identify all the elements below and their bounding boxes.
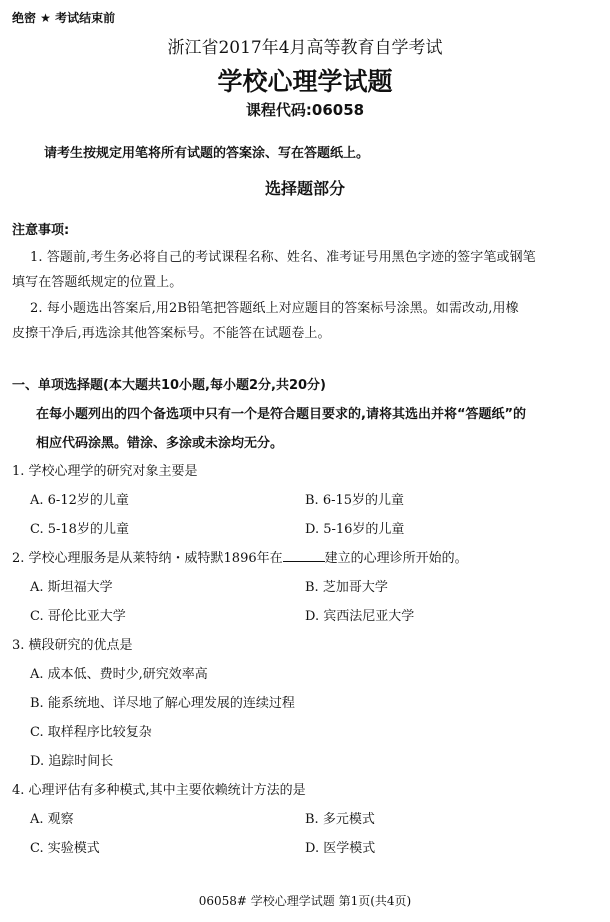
question-1-option-b: B. 6-15岁的儿童 [305, 493, 405, 508]
note-2-line-1: 2. 每小题选出答案后,用2B铅笔把答题纸上对应题目的答案标号涂黑。如需改动,用橡 [30, 301, 519, 316]
answer-instruction: 请考生按规定用笔将所有试题的答案涂、写在答题纸上。 [44, 146, 370, 161]
question-4-option-d: D. 医学模式 [305, 841, 376, 856]
question-1-option-a: A. 6-12岁的儿童 [30, 493, 129, 508]
section-instruction-line-1: 在每小题列出的四个备选项中只有一个是符合题目要求的,请将其选出并将“答题纸”的 [36, 407, 527, 422]
course-code: 课程代码:06058 [245, 101, 365, 119]
question-3-option-a: A. 成本低、费时少,研究效率高 [30, 667, 208, 682]
question-3-option-d: D. 追踪时间长 [30, 754, 114, 769]
page-footer: 06058# 学校心理学试题 第1页(共4页) [198, 894, 412, 908]
note-1-line-1: 1. 答题前,考生务必将自己的考试课程名称、姓名、准考证号用黑色字迹的签字笔或钢笔 [30, 250, 536, 265]
question-1-option-c: C. 5-18岁的儿童 [30, 522, 129, 537]
question-2-option-d: D. 宾西法尼亚大学 [305, 609, 415, 624]
question-3-option-c: C. 取样程序比较复杂 [30, 725, 152, 740]
section-heading: 一、单项选择题(本大题共10小题,每小题2分,共20分) [12, 378, 326, 393]
question-2-stem [12, 547, 468, 566]
question-4-option-c: C. 实验模式 [30, 841, 100, 856]
exam-title: 浙江省2017年4月高等教育自学考试 [167, 38, 443, 58]
question-2-option-c: C. 哥伦比亚大学 [30, 609, 126, 624]
question-3-option-b: B. 能系统地、详尽地了解心理发展的连续过程 [30, 696, 295, 711]
question-4-option-a: A. 观察 [30, 812, 74, 827]
section-instruction-line-2: 相应代码涂黑。错涂、多涂或未涂均无分。 [36, 436, 284, 451]
answer-blank [283, 548, 325, 562]
question-1-option-d: D. 5-16岁的儿童 [305, 522, 405, 537]
part-title: 选择题部分 [264, 179, 345, 198]
question-2-option-a: A. 斯坦福大学 [30, 580, 113, 595]
question-2-stem-after: 建立的心理诊所开始的。 [324, 551, 468, 566]
confidential-label: 绝密 ★ 考试结束前 [12, 11, 116, 25]
question-4-option-b: B. 多元模式 [305, 812, 375, 827]
note-1-line-2: 填写在答题纸规定的位置上。 [12, 275, 183, 290]
question-2-option-b: B. 芝加哥大学 [305, 580, 388, 595]
notes-heading: 注意事项: [12, 223, 70, 238]
question-3-stem: 3. 横段研究的优点是 [12, 638, 133, 653]
question-4-stem: 4. 心理评估有多种模式,其中主要依赖统计方法的是 [12, 783, 306, 798]
question-2-stem-before: 2. 学校心理服务是从莱特纳・威特默1896年在 [12, 551, 283, 566]
question-1-stem: 1. 学校心理学的研究对象主要是 [12, 464, 198, 479]
note-2-line-2: 皮擦干净后,再选涂其他答案标号。不能答在试题卷上。 [12, 326, 331, 341]
paper-title: 学校心理学试题 [217, 67, 393, 96]
